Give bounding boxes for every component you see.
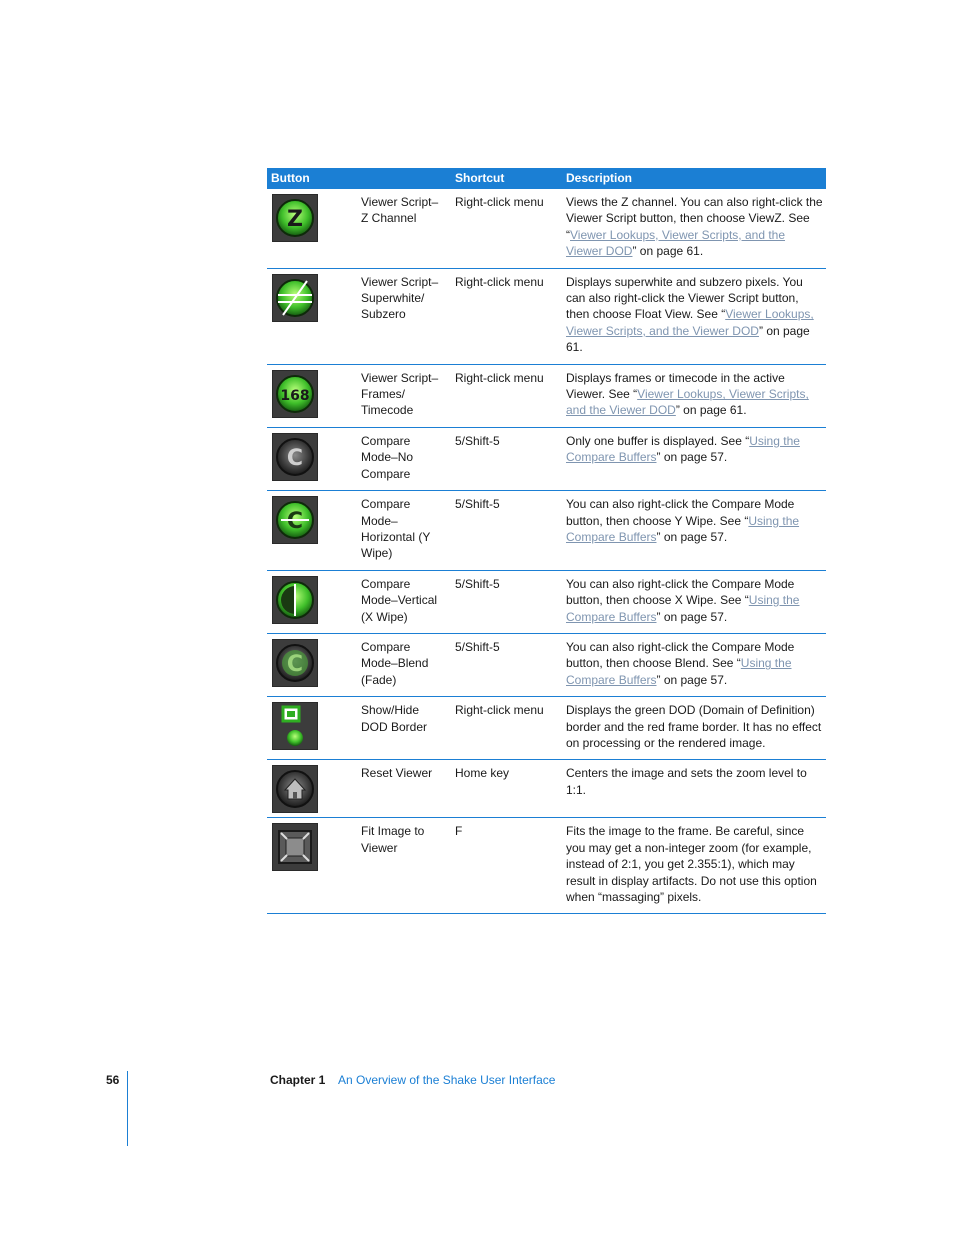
footer-divider [127,1071,128,1146]
description-cell: Only one buffer is displayed. See “Using the Compare Buffers” on page 57. [562,427,826,490]
header-shortcut: Shortcut [451,168,562,189]
button-name: Fit Image to Viewer [357,818,451,914]
home-icon [272,765,318,813]
button-cell [267,818,357,914]
description-cell: You can also right-click the Compare Mode button, then choose X Wipe. See “Using the Compare Buffers” on page 57. [562,570,826,633]
table-header-row [267,168,826,189]
compare-no-compare-icon [272,433,318,481]
button-cell [267,491,357,571]
description-cell: Displays the green DOD (Domain of Definition) border and the red frame border. It has no effect on processing or the rendered image. [562,697,826,760]
button-name: Compare Mode–Blend (Fade) [357,633,451,696]
button-cell [267,570,357,633]
table-row [267,818,826,914]
cross-reference-link[interactable]: Using the Compare Buffers [566,593,800,624]
description-cell: Displays frames or timecode in the active Viewer. See “Viewer Lookups, Viewer Scripts, and the Viewer DOD” on page 61. [562,364,826,427]
table-row [267,697,826,760]
cross-reference-link[interactable]: Using the Compare Buffers [566,513,800,544]
svg-text:C: C [286,509,304,535]
header-button: Button [267,168,451,189]
shortcut-cell: 5/Shift-5 [451,427,562,490]
button-name: Reset Viewer [357,760,451,818]
svg-text:168: 168 [280,387,310,404]
compare-vertical-icon [272,576,318,624]
table-row [267,760,826,818]
cross-reference-link[interactable]: Using the Compare Buffers [566,433,800,465]
table-row [267,364,826,427]
button-name: Compare Mode– Horizontal (Y Wipe) [357,491,451,571]
chapter-title-link[interactable]: An Overview of the Shake User Interface [338,1073,556,1087]
cross-reference-link[interactable]: Viewer Lookups, Viewer Scripts, and the Viewer DOD [566,387,809,418]
button-cell [267,633,357,696]
svg-text:Z: Z [287,207,303,232]
chapter-label: Chapter 1 [270,1073,326,1087]
description-cell: Fits the image to the frame. Be careful, since you may get a non-integer zoom (for example, instead of 2:1, you get 2.355:1), which may result in display artifacts. Do not use this option when “massaging” pixels. [562,818,826,914]
shortcut-cell: Right-click menu [451,364,562,427]
cross-reference-link[interactable]: Viewer Lookups, Viewer Scripts, and the Viewer DOD [566,307,814,338]
shortcut-cell: F [451,818,562,914]
button-cell [267,364,357,427]
svg-text:C: C [286,651,304,677]
shortcut-cell: Home key [451,760,562,818]
viewer-script-frames-icon [272,370,318,418]
button-cell [267,697,357,760]
viewer-script-superwhite-icon [272,274,318,322]
viewer-script-z-icon [272,194,318,242]
shortcut-cell: 5/Shift-5 [451,570,562,633]
shortcut-cell: 5/Shift-5 [451,491,562,571]
button-cell [267,427,357,490]
table-row [267,570,826,633]
button-name: Compare Mode–Vertical (X Wipe) [357,570,451,633]
table-row [267,189,826,268]
button-name: Compare Mode–No Compare [357,427,451,490]
description-cell: You can also right-click the Compare Mode button, then choose Y Wipe. See “Using the Compare Buffers” on page 57. [562,491,826,571]
header-description: Description [562,168,826,189]
description-cell: Displays superwhite and subzero pixels. You can also right-click the Viewer Script button, then choose Float View. See “Viewer Lookups, Viewer Scripts, and the Viewer DOD” on page 61. [562,268,826,364]
button-name: Viewer Script– Frames/ Timecode [357,364,451,427]
shortcut-cell: 5/Shift-5 [451,633,562,696]
compare-horizontal-icon [272,496,318,544]
svg-text:C: C [286,445,304,471]
page-number: 56 [106,1073,120,1087]
table-row [267,633,826,696]
shortcut-table [267,168,826,914]
table-row [267,491,826,571]
cross-reference-link[interactable]: Using the Compare Buffers [566,656,792,687]
shortcut-cell: Right-click menu [451,268,562,364]
description-cell: You can also right-click the Compare Mode button, then choose Blend. See “Using the Compare Buffers” on page 57. [562,633,826,696]
button-name: Viewer Script– Z Channel [357,189,451,268]
button-name: Viewer Script– Superwhite/ Subzero [357,268,451,364]
button-cell [267,268,357,364]
button-cell [267,189,357,268]
table-row [267,427,826,490]
table-row [267,268,826,364]
compare-blend-icon [272,639,318,687]
fit-frame-icon [272,823,318,871]
dod-border-icon [272,702,318,750]
description-cell: Views the Z channel. You can also right-click the Viewer Script button, then choose ViewZ. See “Viewer Lookups, Viewer Scripts, and the Viewer DOD” on page 61. [562,189,826,268]
cross-reference-link[interactable]: Viewer Lookups, Viewer Scripts, and the Viewer DOD [566,227,786,259]
shortcut-cell: Right-click menu [451,697,562,760]
button-name: Show/Hide DOD Border [357,697,451,760]
button-cell [267,760,357,818]
shortcut-cell: Right-click menu [451,189,562,268]
description-cell: Centers the image and sets the zoom level to 1:1. [562,760,826,818]
